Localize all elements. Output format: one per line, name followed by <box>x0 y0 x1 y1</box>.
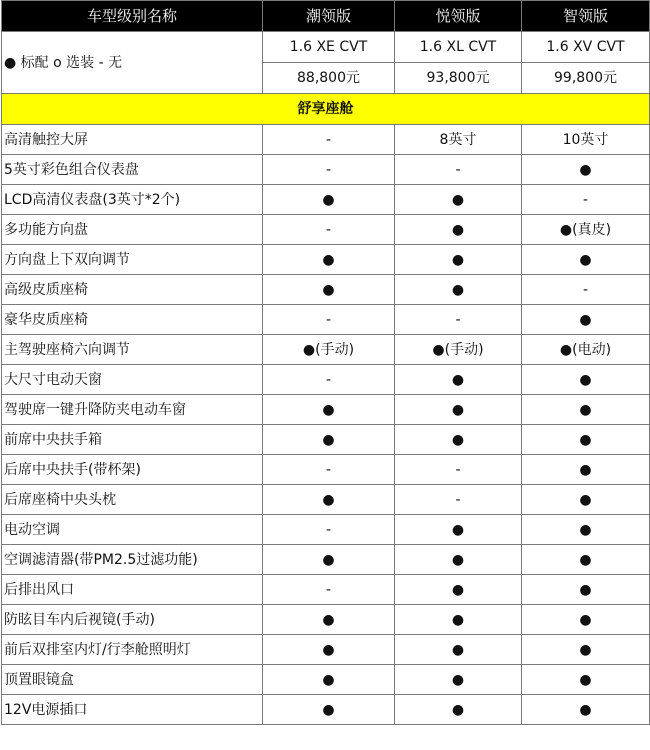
feature-row <box>2 695 650 725</box>
feature-label: 电动空调 <box>2 515 263 545</box>
header-row <box>2 1 650 32</box>
feature-value: ● <box>263 665 395 695</box>
section-title: 舒享座舱 <box>2 94 650 125</box>
feature-value: ● <box>395 575 522 605</box>
feature-value: ● <box>263 635 395 665</box>
feature-label: 后排出风口 <box>2 575 263 605</box>
feature-value: ● <box>522 455 650 485</box>
feature-value: - <box>263 515 395 545</box>
feature-value: ● <box>263 275 395 305</box>
feature-label: 驾驶席一键升降防夹电动车窗 <box>2 395 263 425</box>
feature-value: - <box>263 215 395 245</box>
feature-value: ● <box>263 425 395 455</box>
feature-row <box>2 515 650 545</box>
feature-value: ● <box>263 185 395 215</box>
model-name: 1.6 XE CVT <box>263 32 395 63</box>
header-label: 车型级别名称 <box>2 1 263 32</box>
price: 99,800元 <box>522 63 650 94</box>
feature-value: ● <box>522 155 650 185</box>
feature-row <box>2 395 650 425</box>
feature-value: - <box>395 155 522 185</box>
feature-value: ● <box>522 365 650 395</box>
feature-label: 5英寸彩色组合仪表盘 <box>2 155 263 185</box>
feature-value: ● <box>395 365 522 395</box>
feature-row <box>2 605 650 635</box>
feature-label: 大尺寸电动天窗 <box>2 365 263 395</box>
feature-value: ● <box>395 275 522 305</box>
model-row <box>2 32 650 63</box>
trim-name: 智领版 <box>522 1 650 32</box>
feature-value: ● <box>522 545 650 575</box>
feature-label: 多功能方向盘 <box>2 215 263 245</box>
feature-value: ●(真皮) <box>522 215 650 245</box>
feature-value: ● <box>522 515 650 545</box>
feature-value: ● <box>522 695 650 725</box>
legend: ● 标配 o 选装 - 无 <box>2 32 263 94</box>
feature-value: ● <box>522 635 650 665</box>
feature-value: ● <box>263 605 395 635</box>
feature-value: - <box>263 455 395 485</box>
feature-row <box>2 215 650 245</box>
model-name: 1.6 XV CVT <box>522 32 650 63</box>
feature-value: 8英寸 <box>395 125 522 155</box>
price: 93,800元 <box>395 63 522 94</box>
feature-label: 前席中央扶手箱 <box>2 425 263 455</box>
feature-value: ● <box>395 545 522 575</box>
feature-row <box>2 545 650 575</box>
feature-value: ● <box>395 695 522 725</box>
feature-value: ● <box>522 245 650 275</box>
model-name: 1.6 XL CVT <box>395 32 522 63</box>
feature-value: ●(手动) <box>395 335 522 365</box>
feature-value: ● <box>395 665 522 695</box>
feature-label: 前后双排室内灯/行李舱照明灯 <box>2 635 263 665</box>
feature-label: 豪华皮质座椅 <box>2 305 263 335</box>
feature-value: ● <box>395 395 522 425</box>
feature-row <box>2 155 650 185</box>
feature-label: 顶置眼镜盒 <box>2 665 263 695</box>
feature-value: ●(电动) <box>522 335 650 365</box>
feature-row <box>2 275 650 305</box>
feature-value: ● <box>522 485 650 515</box>
feature-row <box>2 335 650 365</box>
feature-row <box>2 455 650 485</box>
feature-value: ● <box>522 425 650 455</box>
feature-row <box>2 185 650 215</box>
feature-value: ● <box>395 245 522 275</box>
feature-row <box>2 245 650 275</box>
feature-label: 12V电源插口 <box>2 695 263 725</box>
feature-value: ● <box>522 305 650 335</box>
feature-value: - <box>263 125 395 155</box>
feature-value: - <box>263 155 395 185</box>
feature-value: ● <box>522 665 650 695</box>
trim-name: 潮领版 <box>263 1 395 32</box>
feature-label: 高清触控大屏 <box>2 125 263 155</box>
feature-value: 10英寸 <box>522 125 650 155</box>
feature-value: - <box>395 485 522 515</box>
feature-value: ● <box>395 515 522 545</box>
feature-value: - <box>263 365 395 395</box>
feature-label: 后席座椅中央头枕 <box>2 485 263 515</box>
feature-label: LCD高清仪表盘(3英寸*2个) <box>2 185 263 215</box>
feature-value: ● <box>263 245 395 275</box>
feature-value: ● <box>395 605 522 635</box>
feature-label: 防眩目车内后视镜(手动) <box>2 605 263 635</box>
section-row <box>2 94 650 125</box>
feature-value: - <box>395 305 522 335</box>
price: 88,800元 <box>263 63 395 94</box>
feature-value: - <box>395 455 522 485</box>
feature-value: ● <box>522 605 650 635</box>
feature-value: - <box>522 275 650 305</box>
feature-row <box>2 425 650 455</box>
feature-row <box>2 305 650 335</box>
feature-value: ● <box>263 695 395 725</box>
trim-name: 悦领版 <box>395 1 522 32</box>
spec-table <box>1 0 650 725</box>
feature-row <box>2 485 650 515</box>
feature-value: ● <box>263 485 395 515</box>
feature-value: ● <box>395 425 522 455</box>
feature-row <box>2 365 650 395</box>
feature-value: - <box>522 185 650 215</box>
feature-row <box>2 575 650 605</box>
feature-label: 主驾驶座椅六向调节 <box>2 335 263 365</box>
feature-value: - <box>263 305 395 335</box>
feature-row <box>2 665 650 695</box>
feature-row <box>2 635 650 665</box>
feature-label: 高级皮质座椅 <box>2 275 263 305</box>
feature-value: ● <box>522 395 650 425</box>
feature-label: 空调滤清器(带PM2.5过滤功能) <box>2 545 263 575</box>
feature-value: ●(手动) <box>263 335 395 365</box>
feature-value: ● <box>522 575 650 605</box>
feature-label: 后席中央扶手(带杯架) <box>2 455 263 485</box>
feature-value: ● <box>395 635 522 665</box>
feature-value: ● <box>263 545 395 575</box>
feature-value: ● <box>395 185 522 215</box>
feature-label: 方向盘上下双向调节 <box>2 245 263 275</box>
feature-value: ● <box>263 395 395 425</box>
feature-row <box>2 125 650 155</box>
feature-value: - <box>263 575 395 605</box>
feature-value: ● <box>395 215 522 245</box>
